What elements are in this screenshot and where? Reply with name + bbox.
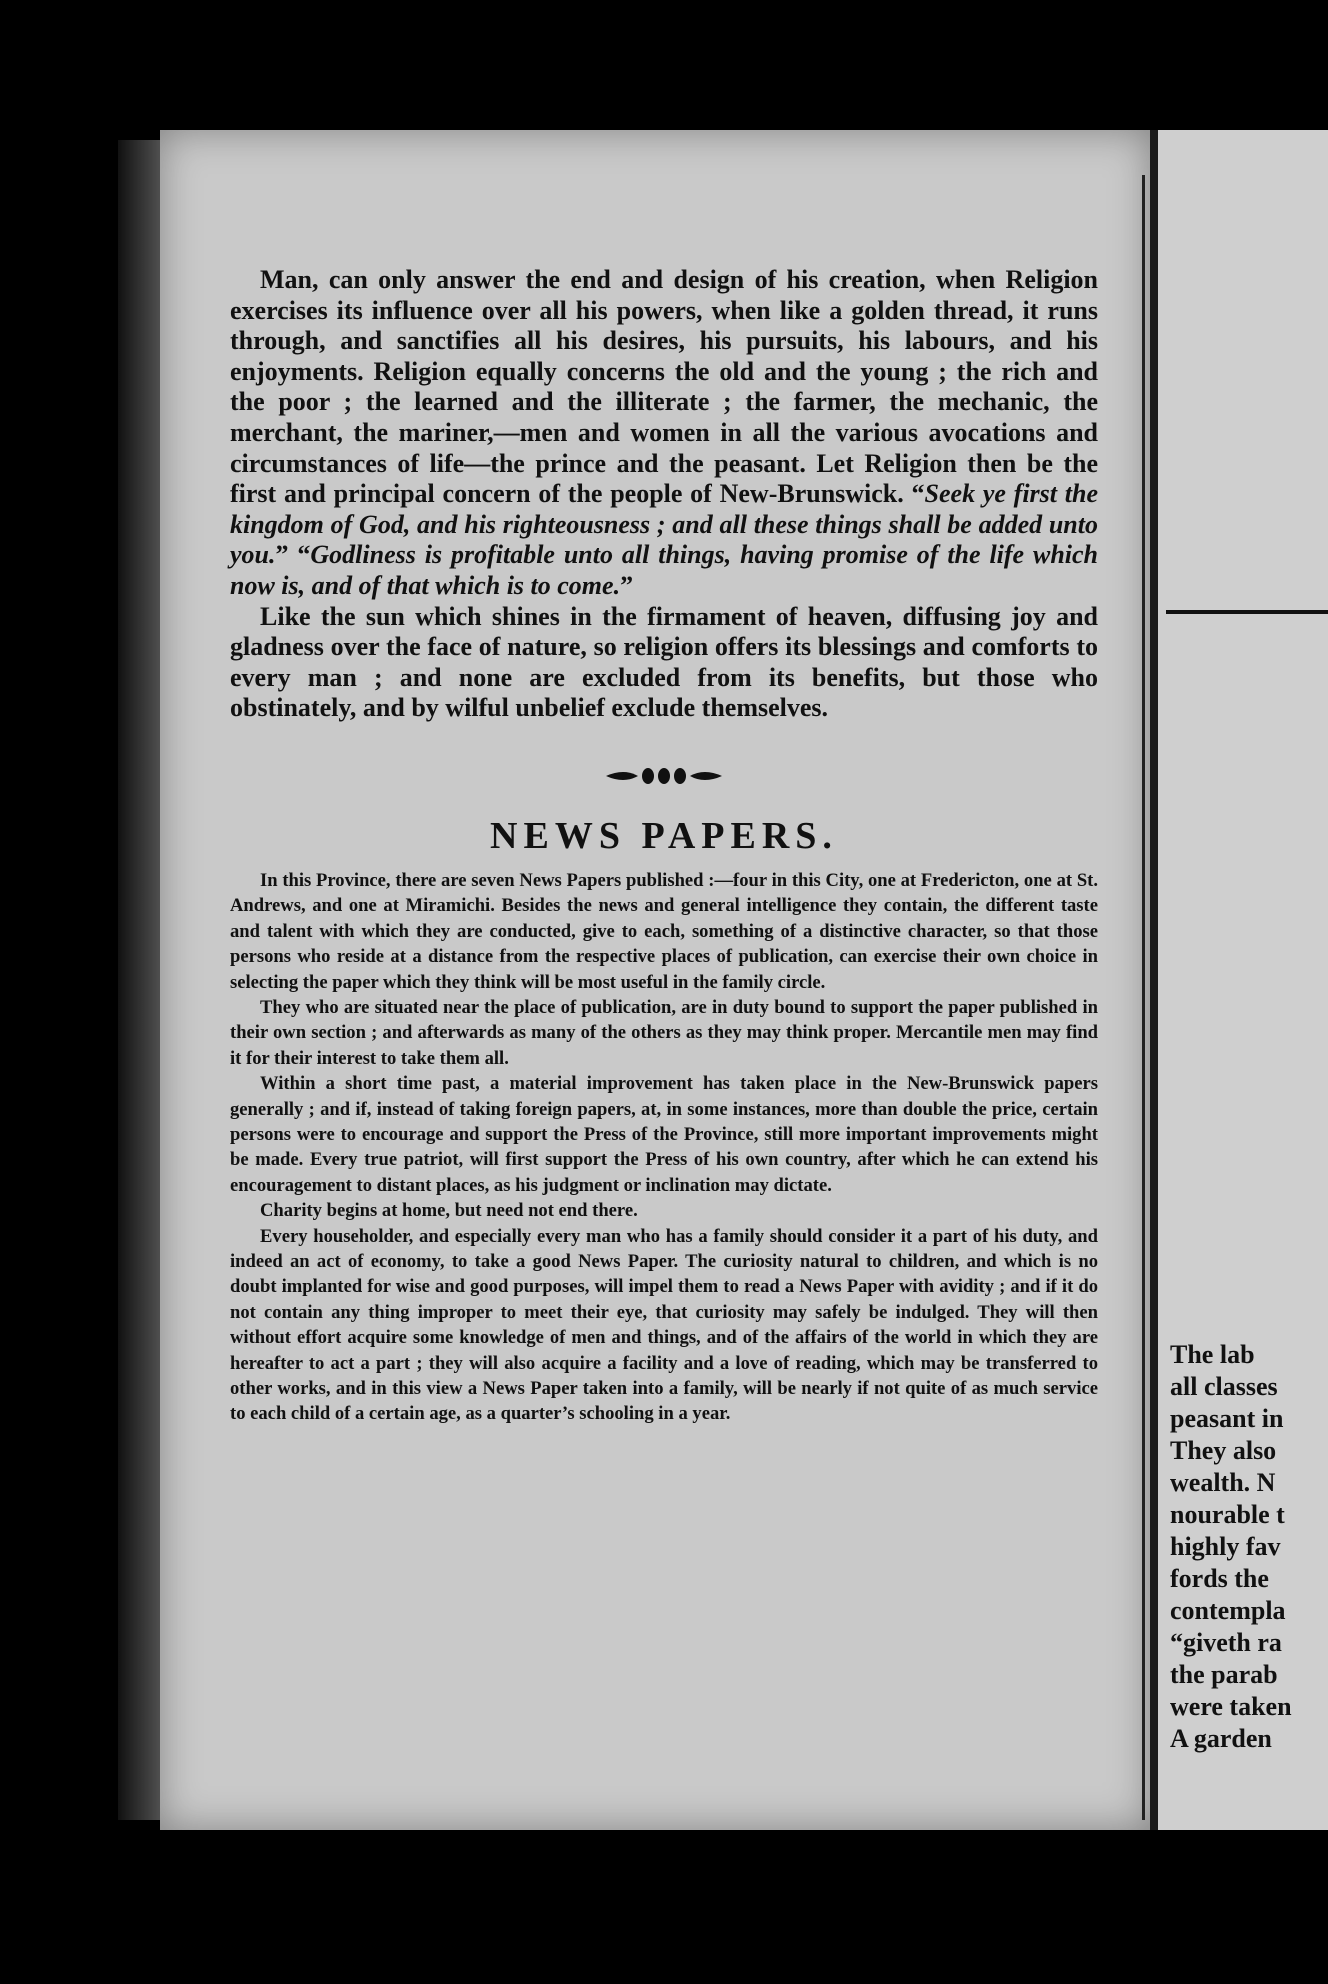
religion-text: Man, can only answer the end and design of his creation, when Religion exercises its influence over all his powers, when like a golden thread, it runs through, and sanctifies all his desires, his pursuits, his labours, and his enjoyments. Religion equally concerns the old and the young ; the rich and the poor ; the learned and the illiterate ; the farmer, the mechanic, the merchant, the mariner,—men and women in all the various avocations and circumstances of life—the prince and the peasant. Let Religion then be the first and principal concern of the people of New-Brunswick. “ (230, 265, 1098, 509)
right-page-line: A garden (1170, 1724, 1272, 1753)
right-page-line: fords the (1170, 1564, 1269, 1593)
right-page-line: all classes (1170, 1372, 1278, 1401)
right-page-rule (1166, 610, 1328, 614)
right-page-line: peasant in (1170, 1404, 1284, 1433)
right-page-line: the parab (1170, 1660, 1278, 1689)
quote-separator: ” “ (275, 540, 311, 570)
right-page-line: were taken (1170, 1692, 1292, 1721)
right-page-line: The lab (1170, 1340, 1255, 1369)
right-page-line: contempla (1170, 1596, 1286, 1625)
religion-paragraph (230, 265, 1098, 602)
book-gutter (1150, 130, 1158, 1830)
right-page-fragment (1158, 130, 1328, 1830)
scripture-quote: Seek ye first the kingdom of God, and his righteousness ; and all these things shall be added unto you. (230, 479, 1098, 570)
ornament-divider (230, 764, 1098, 794)
news-paragraph: Within a short time past, a material improvement has taken place in the New-Brunswick papers generally ; and if, instead of taking foreign papers, at, in some instances, more than double the price, certain persons were to encourage and support the Press of the Province, still more important improvements might be made. Every true patriot, will first support the Press of his own country, after which he can extend his encouragement to distant places, as his judgment or inclination may dictate. (230, 1073, 1098, 1196)
quote-close: ” (620, 570, 634, 600)
book-edge-shadow (118, 140, 164, 1820)
ornament-icon (604, 764, 724, 788)
news-paragraph: Every householder, and especially every man who has a family should consider it a part of his duty, and indeed an act of economy, to take a good News Paper. The curiosity natural to children, and which is no doubt implanted for wise and good purposes, will impel them to read a News Paper with avidity ; and if it do not contain any thing improper to meet their eye, that curiosity may safely be indulged. They will then without effort acquire some knowledge of men and things, and of the affairs of the world in which they are hereafter to act a part ; they will also acquire a facility and a love of reading, which may be transferred to other works, and in this view a News Paper taken into a family, will be nearly if not quite of as much service to each child of a certain age, as a quarter’s schooling in a year. (230, 1225, 1098, 1425)
news-papers-heading: NEWS PAPERS. (490, 814, 838, 857)
right-page-line: nourable t (1170, 1500, 1285, 1529)
right-page-line: “giveth ra (1170, 1628, 1282, 1657)
news-paragraph: In this Province, there are seven News Papers published :—four in this City, one at Fredericton, one at St. Andrews, and one at Miramichi. Besides the news and general intelligence they contain, the different taste and talent with which they are conducted, give to each, something of a distinctive character, so that those persons who reside at a distance from the respective places of publication, can exercise their own choice in selecting the paper which they think will be most useful in the family circle. (230, 869, 1098, 993)
right-page-line: They also (1170, 1436, 1277, 1465)
right-page-line: wealth. N (1170, 1468, 1276, 1497)
page-fold-line (1142, 175, 1145, 1820)
right-page-line: highly fav (1170, 1532, 1281, 1561)
sun-paragraph: Like the sun which shines in the firmament of heaven, diffusing joy and gladness over the face of nature, so religion offers its blessings and comforts to every man ; and none are excluded from its benefits, but those who obstinately, and by wilful unbelief exclude themselves. (230, 601, 1098, 723)
news-paragraph: Charity begins at home, but need not end there. (260, 1200, 638, 1222)
news-paragraph: They who are situated near the place of publication, are in duty bound to support the paper published in their own section ; and afterwards as many of the others as they may think proper. Mercantile men may find it for their interest to take them all. (230, 996, 1098, 1069)
scripture-quote: Godliness is profitable unto all things, having promise of the life which now is, and of that which is to come. (230, 540, 1098, 600)
left-page-text-column (230, 265, 1098, 1427)
